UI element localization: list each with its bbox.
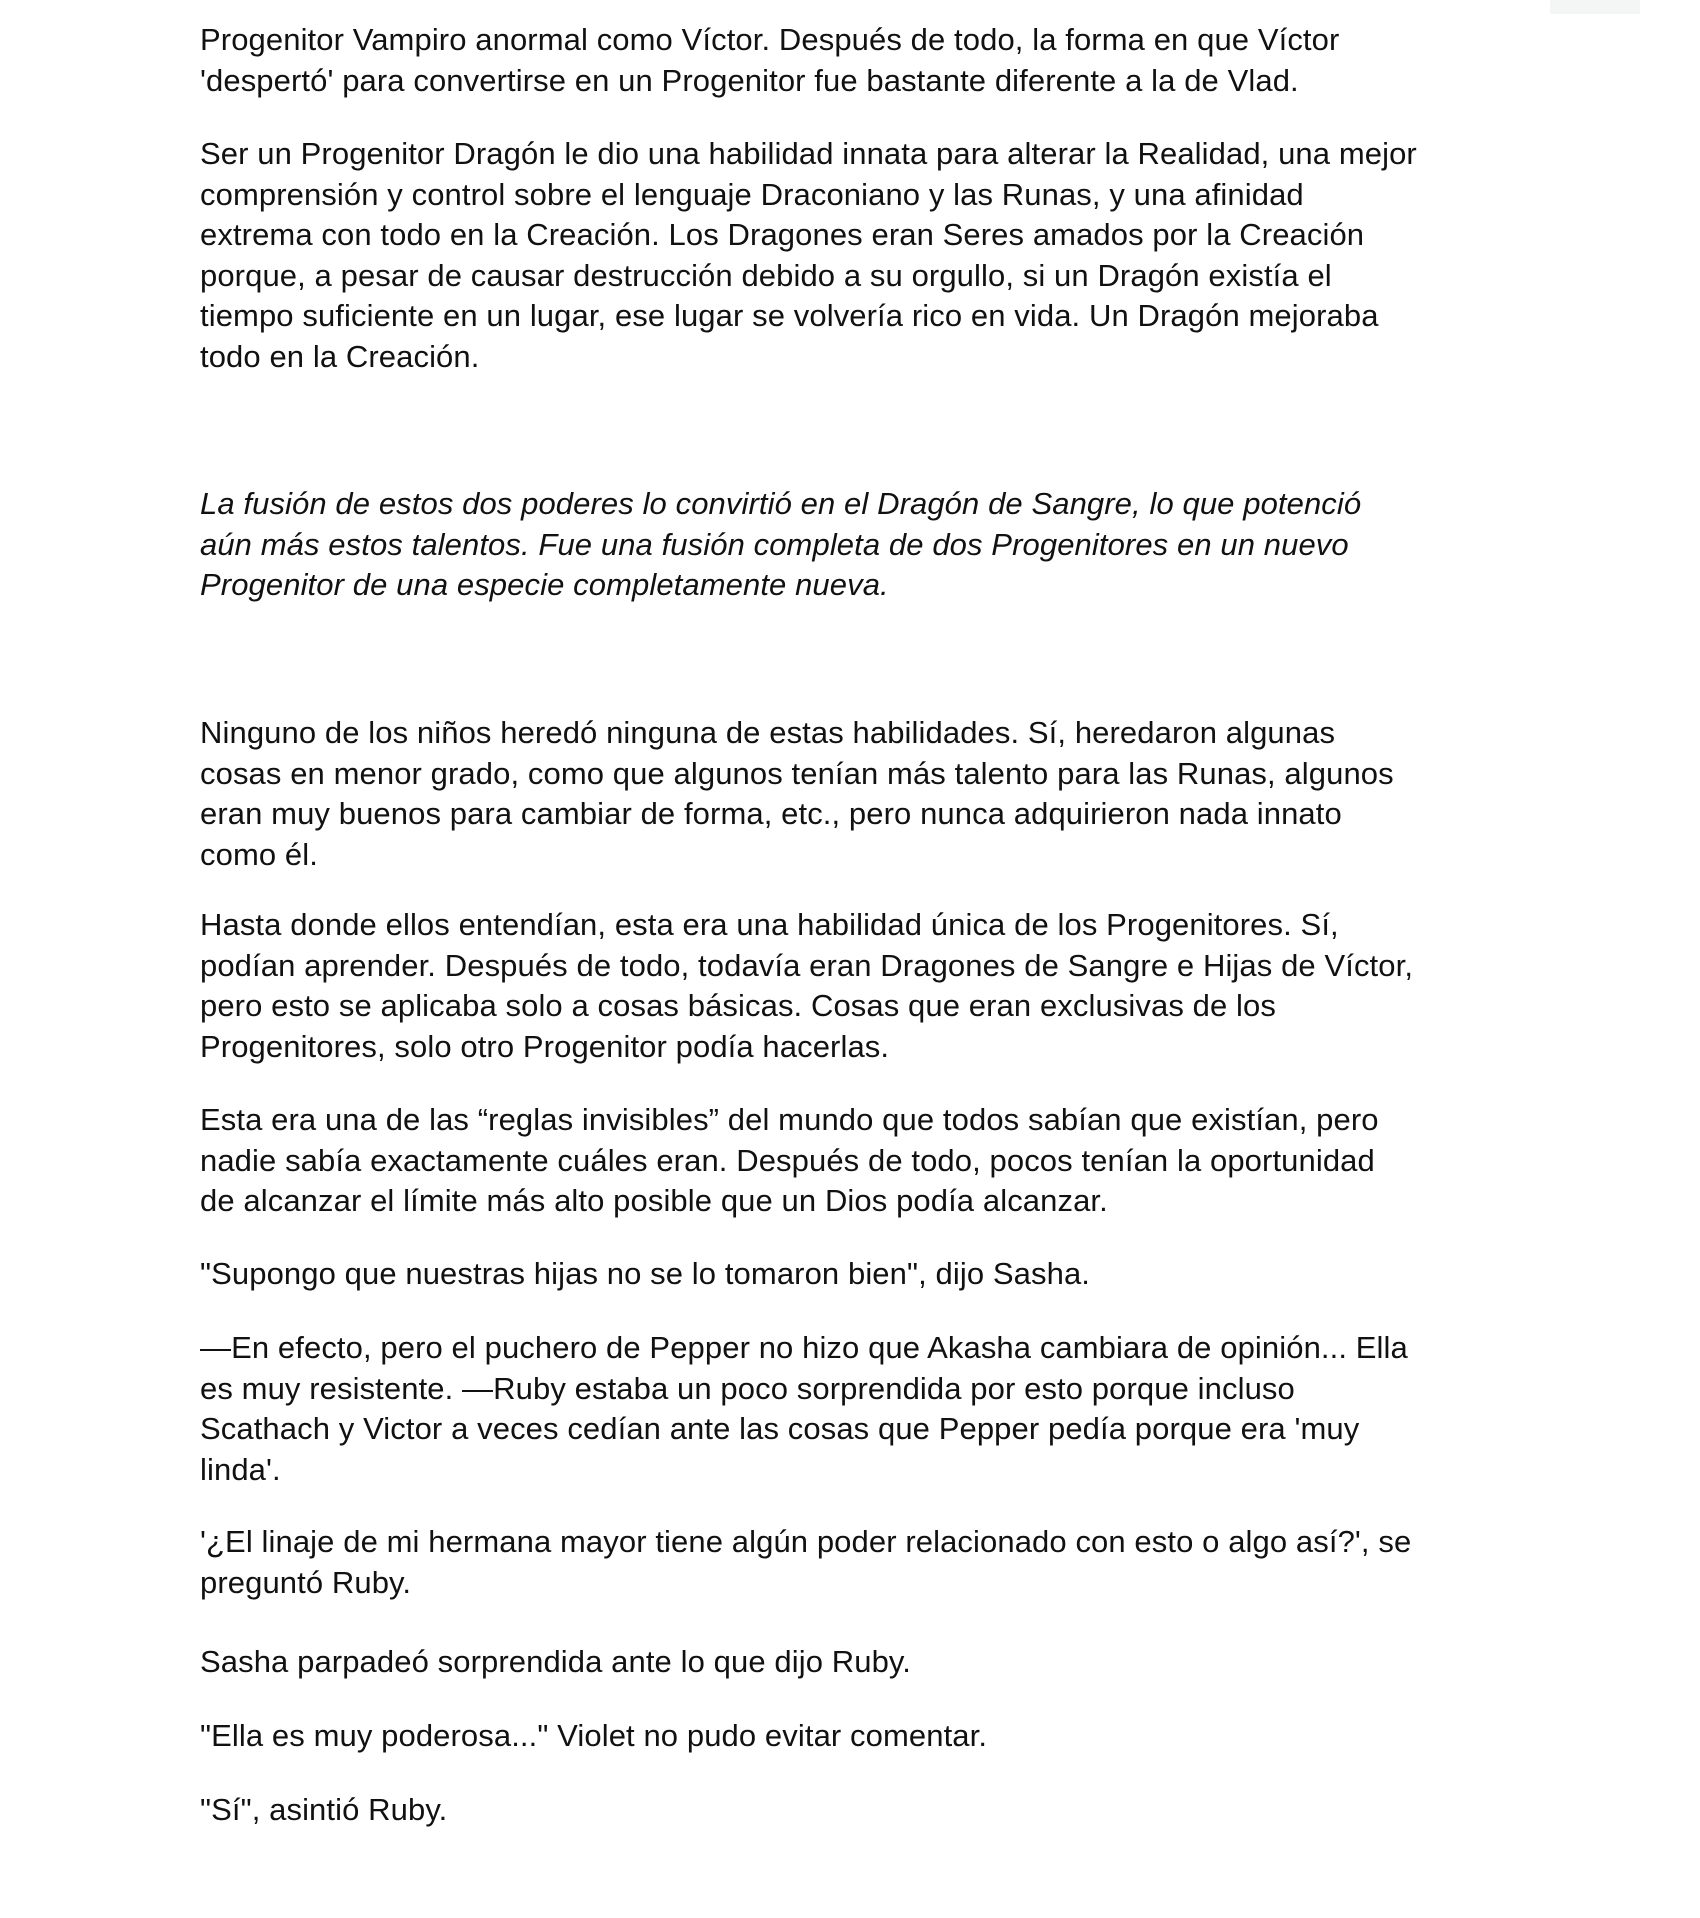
text-line: nadie sabía exactamente cuáles eran. Después de todo, pocos tenían la oportunidad [200,1142,1375,1178]
text-line: 'despertó' para convertirse en un Progenitor fue bastante diferente a la de Vlad. [200,62,1299,98]
text-line: tiempo suficiente en un lugar, ese lugar se volvería rico en vida. Un Dragón mejoraba [200,298,1379,333]
paragraph-7 [200,1254,1520,1295]
paragraph-6 [200,1100,1520,1222]
text-line: de alcanzar el límite más alto posible que un Dios podía alcanzar. [200,1183,1108,1218]
paragraph-12 [200,1790,1520,1831]
text-line: comprensión y control sobre el lenguaje Draconiano y las Runas, y una afinidad [200,176,1304,212]
text-line: '¿El linaje de mi hermana mayor tiene algún poder relacionado con esto o algo así?', se [200,1524,1412,1559]
text-line: cosas en menor grado, como que algunos tenían más talento para las Runas, algunos [200,755,1394,791]
text-line: Esta era una de las “reglas invisibles” del mundo que todos sabían que existían, pero [200,1102,1379,1137]
text-line: extrema con todo en la Creación. Los Dragones eran Seres amados por la Creación [200,217,1365,252]
text-line: es muy resistente. —Ruby estaba un poco sorprendida por esto porque incluso [200,1370,1295,1406]
paragraph-3-italic [200,484,1520,606]
text-line: Progenitor de una especie completamente nueva. [200,567,889,602]
paragraph-5 [200,905,1520,1067]
text-line: eran muy buenos para cambiar de forma, etc., pero nunca adquirieron nada innato [200,796,1342,831]
text-line: preguntó Ruby. [200,1564,412,1600]
text-line: Ser un Progenitor Dragón le dio una habilidad innata para alterar la Realidad, una mejor [200,136,1417,171]
text-line: aún más estos talentos. Fue una fusión completa de dos Progenitores en un nuevo [200,526,1349,562]
text-line: Sasha parpadeó sorprendida ante lo que dijo Ruby. [200,1644,911,1679]
paragraph-4 [200,713,1520,875]
paragraph-11 [200,1716,1520,1757]
text-line: podían aprender. Después de todo, todavía eran Dragones de Sangre e Hijas de Víctor, [200,947,1414,983]
text-line: Hasta donde ellos entendían, esta era una habilidad única de los Progenitores. Sí, [200,907,1339,942]
text-line: "Ella es muy poderosa..." Violet no pudo evitar comentar. [200,1718,988,1753]
paragraph-9 [200,1522,1520,1603]
paragraph-1 [200,20,1520,101]
text-line: porque, a pesar de causar destrucción debido a su orgullo, si un Dragón existía el [200,257,1332,293]
paragraph-10 [200,1642,1520,1683]
text-line: "Supongo que nuestras hijas no se lo tomaron bien", dijo Sasha. [200,1256,1090,1291]
text-line: Scathach y Victor a veces cedían ante las cosas que Pepper pedía porque era 'muy [200,1411,1360,1446]
text-line: Progenitor Vampiro anormal como Víctor. Después de todo, la forma en que Víctor [200,22,1340,57]
text-line: La fusión de estos dos poderes lo convirtió en el Dragón de Sangre, lo que potenció [200,486,1362,521]
text-line: linda'. [200,1451,281,1487]
text-line: Progenitores, solo otro Progenitor podía hacerlas. [200,1028,890,1064]
text-line: como él. [200,836,318,872]
text-line: "Sí", asintió Ruby. [200,1792,448,1827]
text-line: —En efecto, pero el puchero de Pepper no hizo que Akasha cambiara de opinión... Ella [200,1330,1408,1365]
paragraph-8 [200,1328,1520,1490]
text-line: Ninguno de los niños heredó ninguna de estas habilidades. Sí, heredaron algunas [200,715,1336,750]
page-corner-mark [1550,0,1640,14]
paragraph-2 [200,134,1520,377]
text-line: pero esto se aplicaba solo a cosas básicas. Cosas que eran exclusivas de los [200,988,1276,1023]
text-line: todo en la Creación. [200,338,480,374]
